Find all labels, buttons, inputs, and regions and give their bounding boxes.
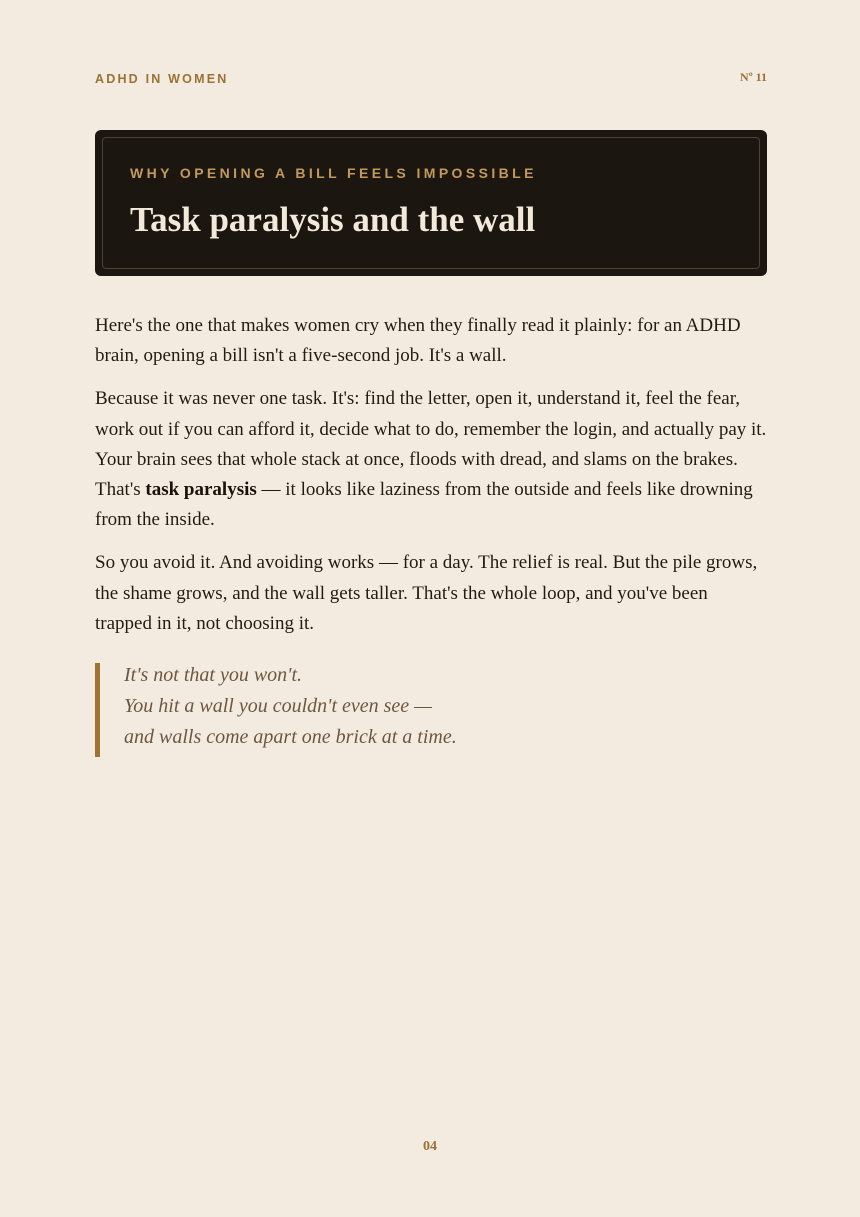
quote-line-3: and walls come apart one brick at a time. — [124, 726, 457, 748]
kicker: WHY OPENING A BILL FEELS IMPOSSIBLE — [130, 165, 537, 181]
paragraph-explanation-end: — it looks like laziness from the outside and feels like drowning from the inside. — [95, 479, 753, 531]
quote-line-1: It's not that you won't. — [124, 664, 302, 686]
page-header — [95, 70, 767, 90]
page-number: 04 — [423, 1139, 437, 1154]
key-term: task paralysis — [145, 479, 257, 501]
article-body — [95, 311, 767, 652]
paragraph-explanation-start: Because it was never one task. It's: find the letter, open it, understand it, feel the fear, work out if you can afford it, decide what to do, remember the login, and actually pay it. Your brain sees that whole stack at once, floods with dread, and slams on the brakes. That's — [95, 388, 767, 501]
paragraph-explanation — [95, 384, 767, 535]
pull-quote — [95, 663, 767, 757]
quote-line-2: You hit a wall you couldn't even see — — [124, 695, 432, 717]
page-title: Task paralysis and the wall — [130, 200, 536, 239]
paragraph-intro: Here's the one that makes women cry when they finally read it plainly: for an ADHD brain, opening a bill isn't a five-second job. It's a wall. — [95, 315, 741, 367]
issue-number: Nº 11 — [740, 70, 767, 84]
paragraph-loop: So you avoid it. And avoiding works — for a day. The relief is real. But the pile grows, the shame grows, and the wall gets taller. That's the whole loop, and you've been trapped in it, not choosing it. — [95, 552, 758, 634]
title-card — [95, 130, 767, 276]
series-label: ADHD IN WOMEN — [95, 72, 229, 86]
